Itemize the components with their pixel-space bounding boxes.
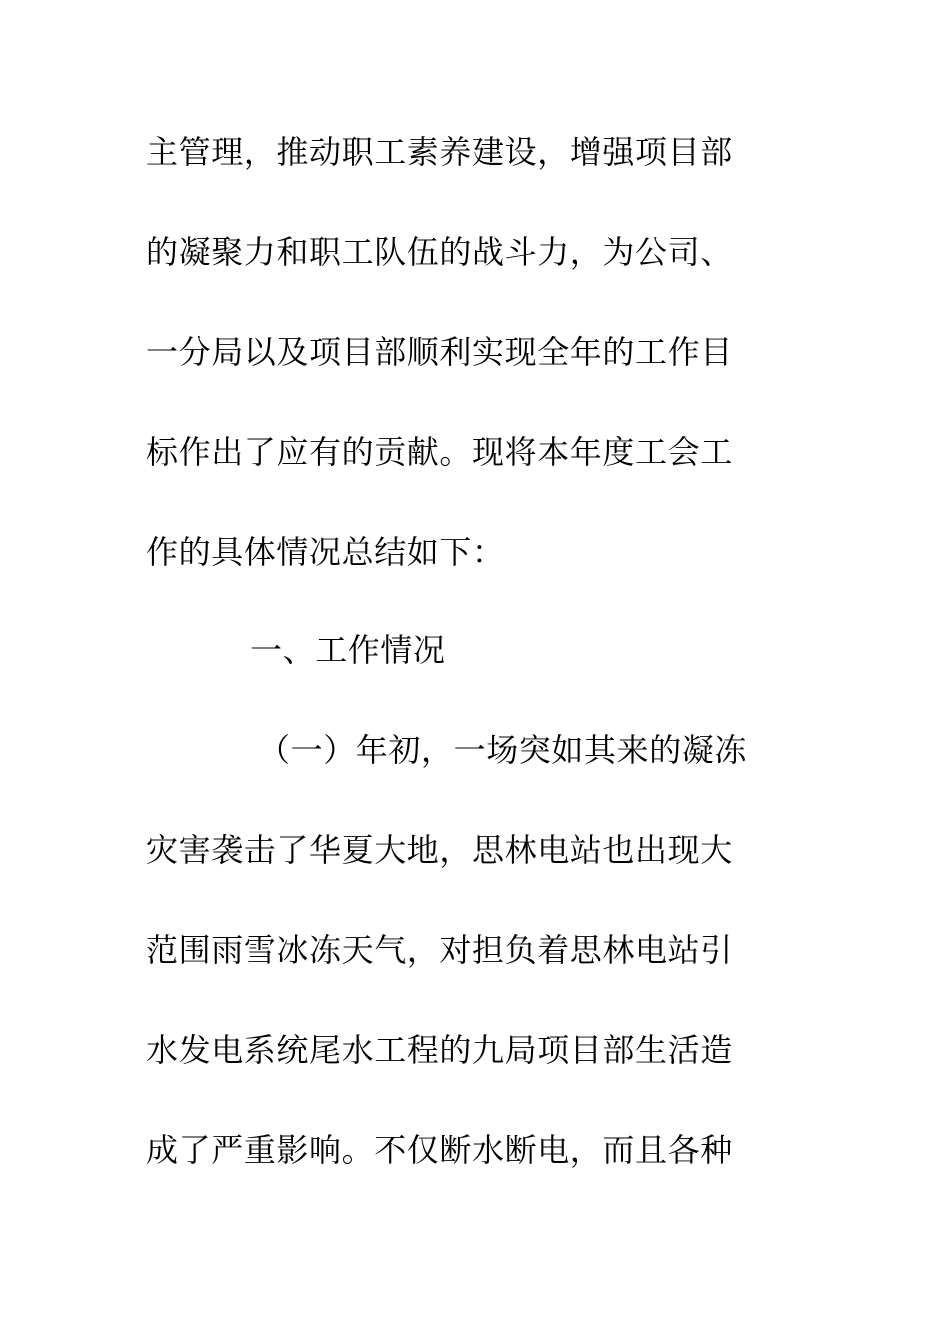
section-heading: 一、工作情况: [250, 631, 446, 669]
paragraph-line: 作的具体情况总结如下：: [146, 533, 505, 571]
paragraph-line: 范围雨雪冰冻天气，对担负着思林电站引: [146, 931, 733, 969]
paragraph-line: 一分局以及项目部顺利实现全年的工作目: [146, 333, 733, 371]
paragraph-line: 水发电系统尾水工程的九局项目部生活造: [146, 1031, 733, 1069]
paragraph-line: 标作出了应有的贡献。现将本年度工会工: [146, 433, 733, 471]
paragraph-line: 主管理，推动职工素养建设，增强项目部: [146, 133, 733, 171]
subsection-line: （一）年初，一场突如其来的凝冻: [258, 731, 748, 769]
paragraph-line: 成了严重影响。不仅断水断电，而且各种: [146, 1131, 733, 1169]
paragraph-line: 灾害袭击了华夏大地，思林电站也出现大: [146, 831, 733, 869]
paragraph-line: 的凝聚力和职工队伍的战斗力，为公司、: [146, 233, 733, 271]
